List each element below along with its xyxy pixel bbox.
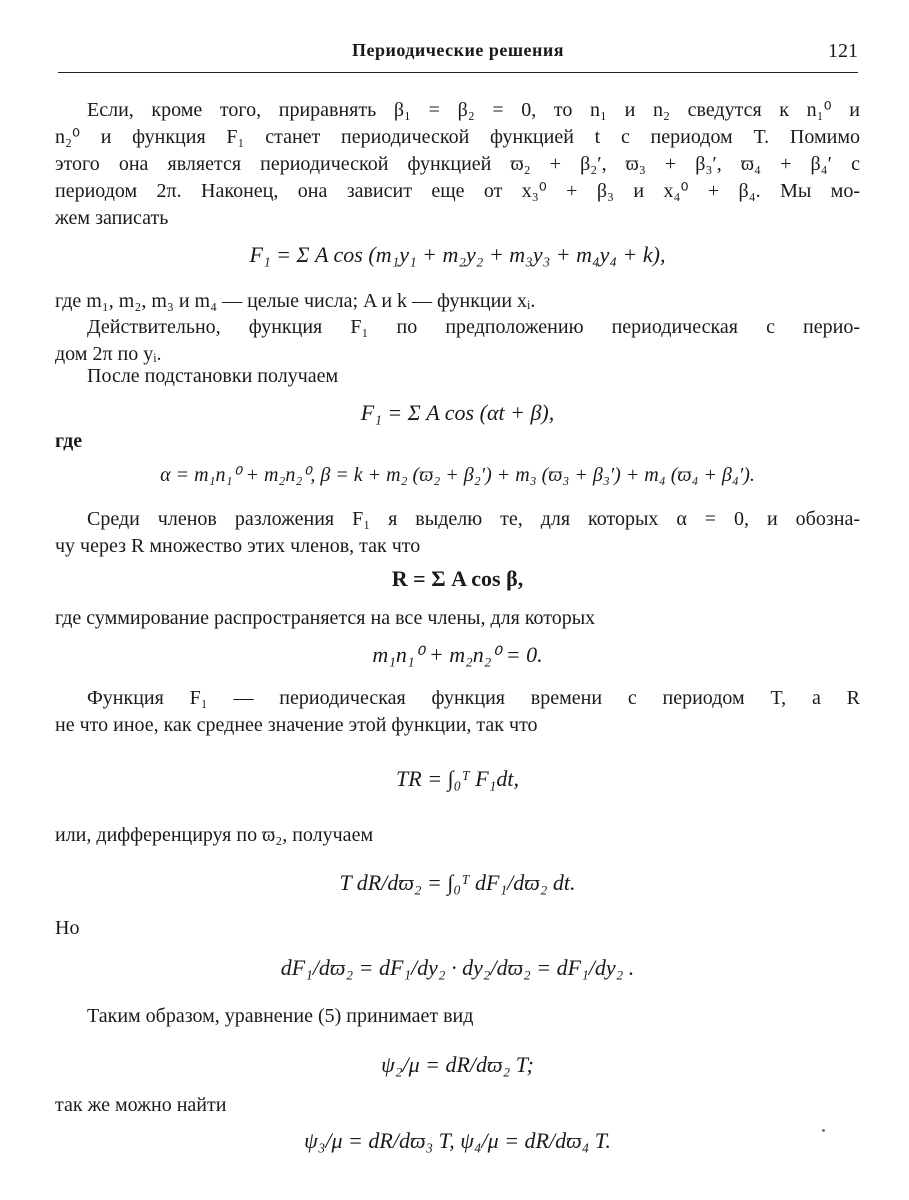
paragraph-6	[55, 506, 860, 560]
paragraph-4: После подстановки получаем	[87, 365, 339, 387]
formula-8: dF₁/dϖ₂ = dF₁/dy₂ · dy₂/dϖ₂ = dF₁/dy₂ .	[280, 955, 635, 980]
paragraph-1	[55, 97, 860, 232]
paragraph-line: n₂⁰ и функция F₁ станет периодической функцией t с периодом T. Помимо	[55, 126, 860, 148]
formula-2: F₁ = Σ A cos (αt + β),	[360, 400, 555, 425]
running-head: Периодические решения	[351, 40, 565, 60]
paragraph-line: Если, кроме того, приравнять β₁ = β₂ = 0, то n₁ и n₂ сведутся к n₁⁰ и	[87, 99, 860, 121]
header-rule	[58, 72, 858, 73]
paragraph-line: не что иное, как среднее значение этой функции, так что	[55, 714, 538, 736]
formula-7: T dR/dϖ₂ = ∫₀ᵀ dF₁/dϖ₂ dt.	[339, 870, 576, 895]
paragraph-2: где m₁, m₂, m₃ и m₄ — целые числа; A и k — функции xᵢ.	[55, 290, 536, 312]
paragraph-line: этого она является периодической функцией ϖ₂ + β₂′, ϖ₃ + β₃′, ϖ₄ + β₄′ с	[55, 153, 860, 175]
paragraph-line: Действительно, функция F₁ по предположению периодическая с перио-	[87, 316, 860, 338]
paragraph-line: жем записать	[55, 207, 169, 229]
paragraph-line: чу через R множество этих членов, так что	[55, 535, 421, 557]
paragraph-9: или, дифференцируя по ϖ₂, получаем	[55, 824, 374, 846]
formula-1: F₁ = Σ A cos (m₁y₁ + m₂y₂ + m₃y₃ + m₄y₄ + k),	[249, 242, 666, 267]
paragraph-7: где суммирование распространяется на все члены, для которых	[55, 607, 596, 629]
paragraph-3	[55, 314, 860, 368]
formula-9: ψ₂/μ = dR/dϖ₂ T;	[381, 1052, 534, 1077]
paragraph-line: Среди членов разложения F₁ я выделю те, для которых α = 0, и обозна-	[87, 508, 860, 530]
print-speck	[822, 1129, 825, 1132]
paragraph-8	[55, 685, 860, 739]
formula-4: R = Σ A cos β,	[391, 566, 524, 591]
paragraph-line: дом 2π по yᵢ.	[55, 343, 162, 365]
formula-3: α = m₁n₁⁰ + m₂n₂⁰, β = k + m₂ (ϖ₂ + β₂′) + m₃ (ϖ₃ + β₃′) + m₄ (ϖ₄ + β₄′).	[160, 464, 755, 486]
label-where: где	[55, 430, 83, 452]
paragraph-line: периодом 2π. Наконец, она зависит еще от x₃⁰ + β₃ и x₄⁰ + β₄. Мы мо-	[55, 180, 860, 202]
formula-5: m₁n₁⁰ + m₂n₂⁰ = 0.	[372, 642, 543, 667]
formula-10: ψ₃/μ = dR/dϖ₃ T, ψ₄/μ = dR/dϖ₄ T.	[304, 1128, 611, 1153]
paragraph-10: Но	[55, 917, 80, 939]
formula-6: TR = ∫₀ᵀ F₁dt,	[396, 766, 519, 791]
paragraph-line: Функция F₁ — периодическая функция времени с периодом T, а R	[87, 687, 860, 709]
page-header	[58, 38, 858, 68]
page-number: 121	[828, 40, 858, 62]
paragraph-12: так же можно найти	[55, 1094, 227, 1116]
paragraph-11: Таким образом, уравнение (5) принимает вид	[87, 1005, 474, 1027]
